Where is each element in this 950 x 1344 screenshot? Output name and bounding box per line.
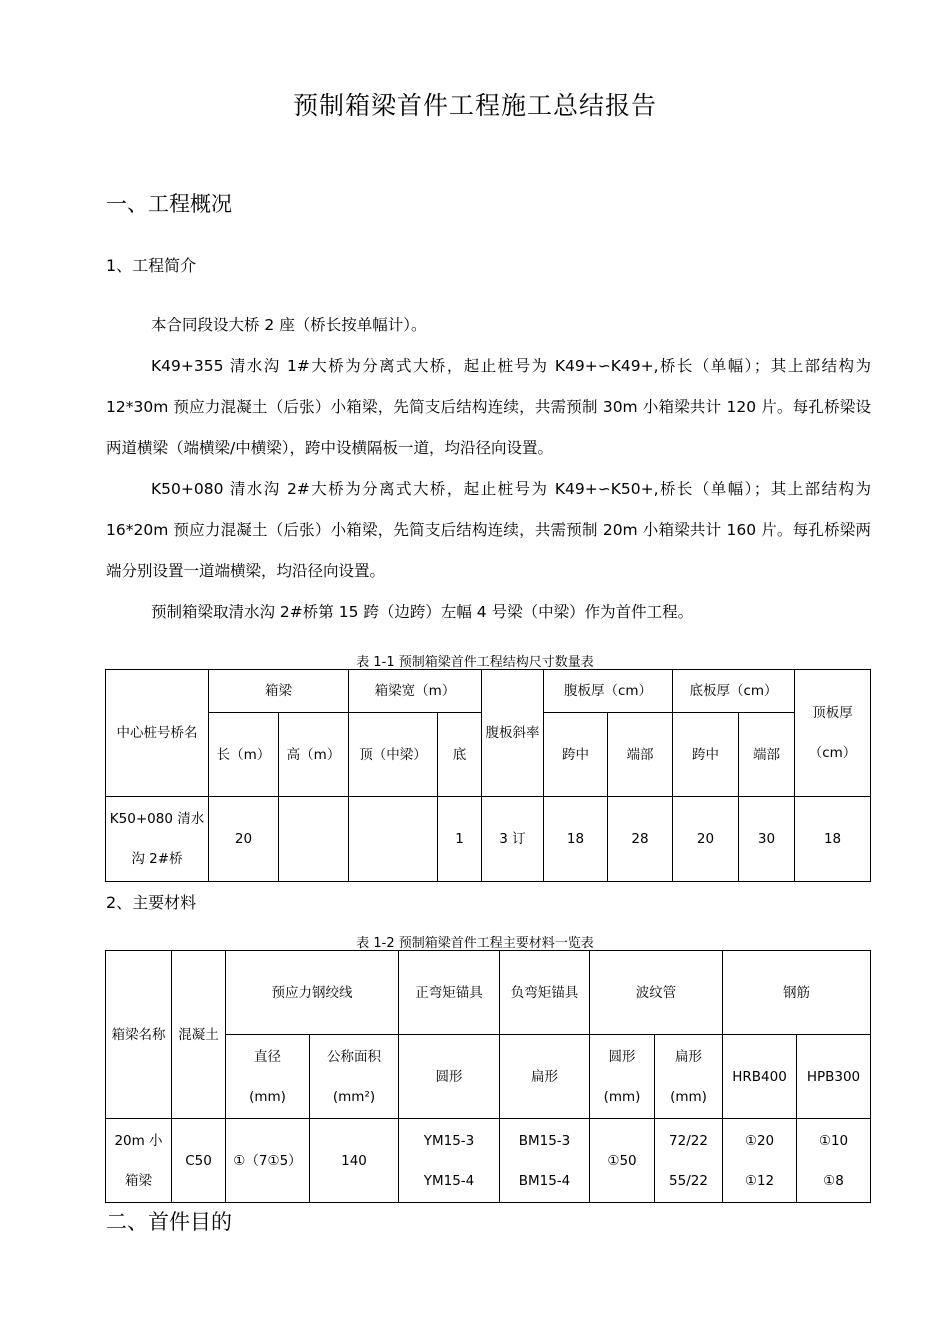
paragraph: K49+355 清水沟 1#大桥为分离式大桥，起止桩号为 K49+∽K49+,桥长（单幅）；其上部结构为 12*30m 预应力混凝土（后张）小箱梁，先简支后结构连续，共需预制 30m 小箱梁共计 120 片。每孔桥梁设两道横梁（端横梁/中横梁），跨中设横隔板一道，均沿径向设置。 [106, 357, 871, 457]
header-duct-round: 圆形 (mm) [590, 1035, 655, 1119]
cell-positive-anchor: YM15-3 YM15-4 [399, 1119, 500, 1203]
section-heading-purpose: 二、首件目的 [106, 1210, 232, 1234]
header-web-mid: 跨中 [544, 713, 608, 797]
header-bottom-mid: 跨中 [673, 713, 739, 797]
cell-slope: 3 订 [482, 797, 544, 882]
header-hpb300: HPB300 [797, 1035, 871, 1119]
header-strand: 预应力钢绞线 [226, 951, 399, 1035]
cell-bottom-mid: 20 [673, 797, 739, 882]
cell-bottom-end: 30 [739, 797, 795, 882]
header-beam: 箱梁 [209, 670, 349, 713]
header-flat: 扁形 [500, 1035, 590, 1119]
cell-height [279, 797, 349, 882]
paragraph: K50+080 清水沟 2#大桥为分离式大桥，起止桩号为 K49+∽K50+,桥长（单幅）；其上部结构为 16*20m 预应力混凝土（后张）小箱梁，先简支后结构连续，共需预制 20m 小箱梁共计 160 片。每孔桥梁两端分别设置一道端横梁，均沿径向设置。 [106, 480, 871, 580]
cell-hpb300: ①10 ①8 [797, 1119, 871, 1203]
header-rebar: 钢筋 [723, 951, 871, 1035]
cell-bottom: 1 [438, 797, 482, 882]
cell-diameter: ①（7①5） [226, 1119, 310, 1203]
header-height: 高（m） [279, 713, 349, 797]
cell-duct-round: ①50 [590, 1119, 655, 1203]
paragraph: 预制箱梁取清水沟 2#桥第 15 跨（边跨）左幅 4 号梁（中梁）作为首件工程。 [151, 603, 694, 621]
section-heading-overview: 一、工程概况 [106, 192, 232, 216]
cell-length: 20 [209, 797, 279, 882]
cell-web-end: 28 [608, 797, 673, 882]
table1-caption: 表 1-1 预制箱梁首件工程结构尺寸数量表 [356, 655, 594, 670]
header-beam-name: 箱梁名称 [106, 951, 172, 1119]
header-length: 长（m） [209, 713, 279, 797]
header-top-thickness: 顶板厚（cm） [795, 670, 871, 797]
header-hrb400: HRB400 [723, 1035, 797, 1119]
subsection-heading-materials: 2、主要材料 [106, 893, 197, 912]
header-bottom: 底 [438, 713, 482, 797]
materials-table [105, 950, 871, 1203]
header-duct-flat: 扁形 (mm) [655, 1035, 723, 1119]
cell-top [349, 797, 438, 882]
structure-dimension-table [105, 669, 871, 882]
header-station: 中心桩号桥名 [106, 670, 209, 797]
header-duct: 波纹管 [590, 951, 723, 1035]
header-round: 圆形 [399, 1035, 500, 1119]
cell-concrete: C50 [172, 1119, 226, 1203]
cell-beam-name: 20m 小箱梁 [106, 1119, 172, 1203]
paragraph: 本合同段设大桥 2 座（桥长按单幅计）。 [151, 316, 427, 334]
table-row [106, 797, 871, 882]
header-bottom-end: 端部 [739, 713, 795, 797]
cell-duct-flat: 72/22 55/22 [655, 1119, 723, 1203]
page-title: 预制箱梁首件工程施工总结报告 [292, 91, 657, 120]
header-web-end: 端部 [608, 713, 673, 797]
cell-area: 140 [310, 1119, 399, 1203]
header-bottom-thickness: 底板厚（cm） [673, 670, 795, 713]
header-negative-anchor: 负弯矩锚具 [500, 951, 590, 1035]
cell-top-thickness: 18 [795, 797, 871, 882]
table2-caption: 表 1-2 预制箱梁首件工程主要材料一览表 [356, 936, 594, 951]
header-web-thickness: 腹板厚（cm） [544, 670, 673, 713]
header-area: 公称面积 (mm²) [310, 1035, 399, 1119]
header-diameter: 直径 (mm) [226, 1035, 310, 1119]
header-web-slope: 腹板斜率 [482, 670, 544, 797]
cell-hrb400: ①20 ①12 [723, 1119, 797, 1203]
header-positive-anchor: 正弯矩锚具 [399, 951, 500, 1035]
header-concrete: 混凝土 [172, 951, 226, 1119]
cell-station: K50+080 清水沟 2#桥 [106, 797, 209, 882]
intro-paragraphs [106, 305, 871, 633]
cell-negative-anchor: BM15-3 BM15-4 [500, 1119, 590, 1203]
header-top: 顶（中梁） [349, 713, 438, 797]
subsection-heading-intro: 1、工程简介 [106, 256, 197, 275]
header-beam-width: 箱梁宽（m） [349, 670, 482, 713]
table-row [106, 1119, 871, 1203]
cell-web-mid: 18 [544, 797, 608, 882]
